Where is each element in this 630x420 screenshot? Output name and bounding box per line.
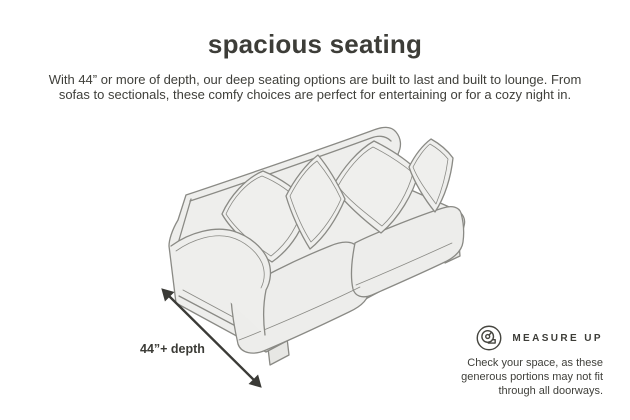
measure-up-note-line-3: through all doorways.	[498, 385, 603, 397]
measure-up-heading: MEASURE UP	[512, 332, 603, 344]
tape-measure-icon	[475, 324, 503, 352]
measure-up-note-line-1: Check your space, as these	[467, 357, 603, 369]
measure-up-note	[428, 356, 603, 398]
measure-up-header	[428, 324, 603, 352]
measure-up-callout	[428, 324, 603, 398]
depth-dimension-label: 44”+ depth	[140, 342, 205, 356]
measure-up-note-line-2: generous portions may not fit	[461, 371, 603, 383]
intro-line-2: sofas to sectionals, these comfy choices are perfect for entertaining or for a cozy night in.	[58, 87, 572, 102]
page-title: spacious seating	[207, 29, 423, 59]
intro-line-1: With 44” or more of depth, our deep seating options are built to last and built to lounge. From	[48, 72, 582, 87]
